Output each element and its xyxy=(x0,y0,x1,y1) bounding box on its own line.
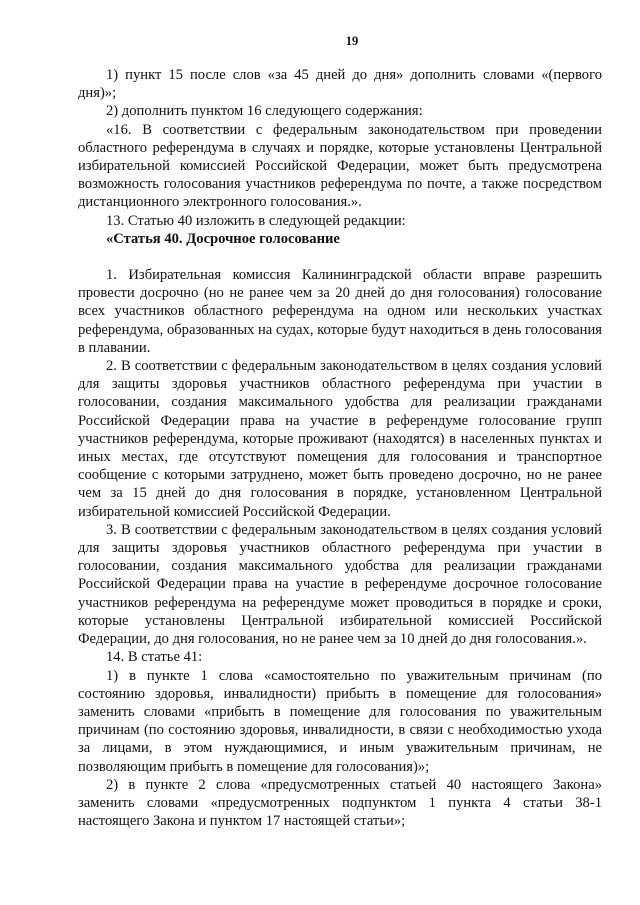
document-body xyxy=(78,66,602,830)
paragraph-section-13: 13. Статью 40 изложить в следующей редакции: xyxy=(106,212,406,229)
paragraph-amendment-item-1: 1) пункт 15 после слов «за 45 дней до дня» дополнить словами «(первого дня)»; xyxy=(78,67,602,102)
paragraph-point-16: «16. В соответствии с федеральным законодательством при проведении областного референдума в случаях и порядке, которые установлены Центральной избирательной комиссией Российской Федерации, может быть предусмотрена возможность голосования участников референдума по почте, а также посредством дистанционного электронного голосования.». xyxy=(78,121,602,211)
article-41-item-2: 2) в пункте 2 слова «предусмотренных статьей 40 настоящего Закона» заменить словами «предусмотренных подпунктом 1 пункта 4 статьи 38-1 настоящего Закона и пунктом 17 настоящей статьи»; xyxy=(78,776,602,830)
article-40-heading: «Статья 40. Досрочное голосование xyxy=(106,230,340,247)
article-40-point-2: 2. В соответствии с федеральным законодательством в целях создания условий для защиты здоровья участников областного референдума при участии в голосовании, создания максимального удобства для реализации гражданами Российской Федерации права на участие в референдуме голосование групп участников референдума, которые проживают (находятся) в населенных пунктах и иных местах, где отсутствуют помещения для голосования и транспортное сообщение с которыми затруднено, может быть проведено досрочно, но не ранее чем за 15 дней до дня голосования в порядке, установленном Центральной избирательной комиссией Российской Федерации. xyxy=(78,358,602,520)
article-41-item-1: 1) в пункте 1 слова «самостоятельно по уважительным причинам (по состоянию здоровья, инвалидности) прибыть в помещение для голосования» заменить словами «прибыть в помещение для голосования по уважительным причинам (по состоянию здоровья, инвалидности, в связи с необходимостью ухода за лицами, в этом нуждающимися, и иным уважительным причинам, не позволяющим прибыть в помещение для голосования)»; xyxy=(78,667,602,775)
paragraph-section-14: 14. В статье 41: xyxy=(106,649,203,666)
article-40-point-1: 1. Избирательная комиссия Калининградской области вправе разрешить провести досрочно (но не ранее чем за 20 дней до дня голосования) голосование всех участников областного референдума на одном или нескольких участках референдума, образованных на судах, которые будут находиться в день голосования в плавании. xyxy=(78,267,602,356)
article-40-point-3: 3. В соответствии с федеральным законодательством в целях создания условий для защиты здоровья участников областного референдума при участии в голосовании, создания максимального удобства для реализации гражданами Российской Федерации права на участие в референдуме досрочное голосование участников референдума на референдуме может проводиться в порядке и сроки, которые установлены Центральной избирательной комиссией Российской Федерации, до дня голосования, но не ранее чем за 10 дней до дня голосования.». xyxy=(78,521,602,648)
paragraph-amendment-item-2: 2) дополнить пунктом 16 следующего содержания: xyxy=(106,103,423,120)
page-number: 19 xyxy=(345,34,359,48)
